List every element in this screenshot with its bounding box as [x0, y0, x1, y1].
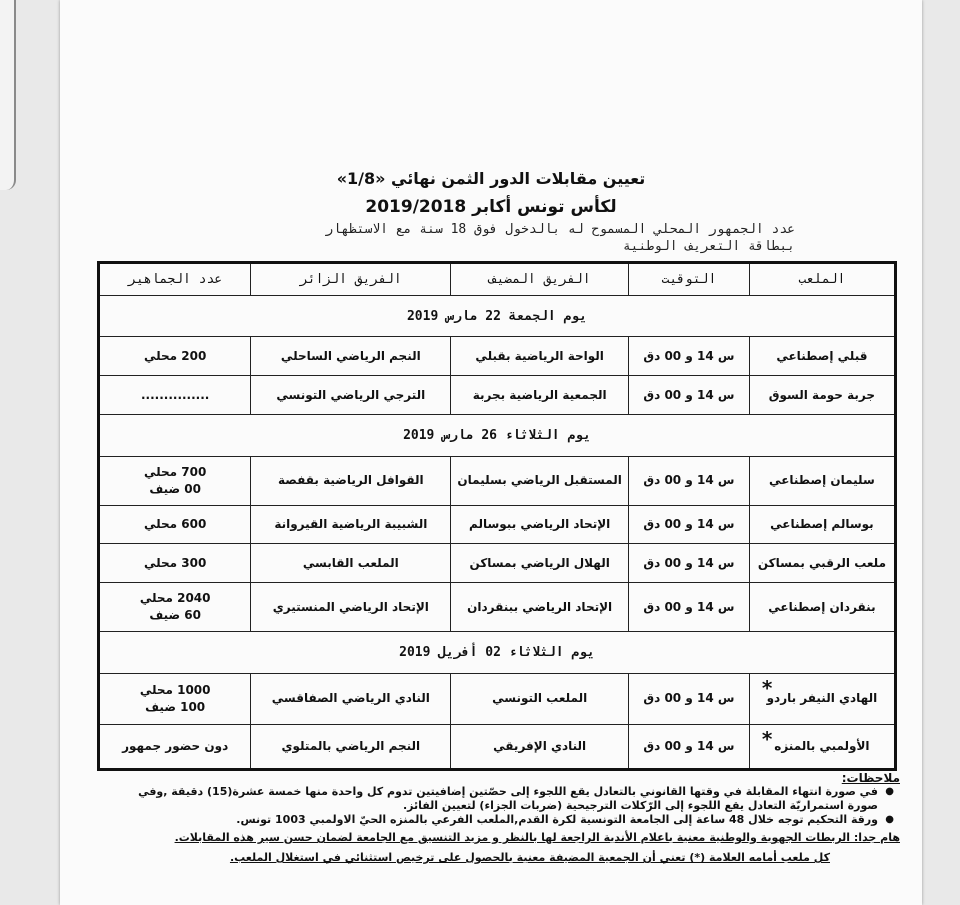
day-label: يوم الجمعة 22 مارس 2019 [99, 295, 896, 337]
day-row [99, 632, 896, 674]
cell-home-team: الإتحاد الرياضي ببنقردان [451, 583, 629, 632]
cell-crowd [99, 544, 251, 583]
cell-time: س 14 و 00 دق [629, 544, 750, 583]
crowd-local: 700 محلي [143, 464, 207, 479]
table-header-row [99, 263, 896, 296]
cell-home-team: الهلال الرياضي بمساكن [451, 544, 629, 583]
audience-note [210, 221, 795, 255]
cell-stadium: بوسالم إصطناعي [749, 505, 895, 544]
day-label: يوم الثلاثاء 02 أفريل 2019 [99, 632, 896, 674]
table-row [99, 583, 896, 632]
crowd-guest: 00 ضيف [149, 481, 201, 496]
notes-heading: ملاحظات: [841, 771, 900, 785]
cell-crowd [99, 337, 251, 376]
cell-time: س 14 و 00 دق [629, 376, 750, 415]
cell-stadium: بنقردان إصطناعي [749, 583, 895, 632]
header-home-team: الفريق المضيف [451, 263, 629, 296]
crowd-local: 1000 محلي [139, 682, 211, 697]
permit-star-mark: * [761, 726, 773, 751]
cell-home-team: الواحة الرياضية بقبلي [451, 337, 629, 376]
table-row [99, 724, 896, 769]
header-time: التوقيت [629, 263, 750, 296]
cell-stadium: قبلي إصطناعي [749, 337, 895, 376]
cell-away-team: الترجي الرياضي التونسي [251, 376, 451, 415]
table-row [99, 376, 896, 415]
stadium-name: الهادي النيفر باردو [766, 691, 878, 706]
crowd-local: ............... [140, 387, 210, 402]
cell-home-team: النادي الإفريقي [451, 724, 629, 769]
cell-time: س 14 و 00 دق [629, 337, 750, 376]
cell-home-team: الملعب التونسي [451, 673, 629, 724]
cell-away-team: الشبيبة الرياضية القيروانة [251, 505, 451, 544]
permit-star-mark: * [761, 675, 773, 700]
cell-time: س 14 و 00 دق [629, 724, 750, 769]
stadium-name: الأولمبي بالمنزه [774, 738, 870, 753]
cell-time: س 14 و 00 دق [629, 583, 750, 632]
cell-crowd [99, 673, 251, 724]
crowd-guest: 60 ضيف [149, 608, 201, 623]
cell-away-team: القوافل الرياضية بقفصة [251, 456, 451, 505]
cell-crowd [99, 505, 251, 544]
crowd-guest: 100 ضيف [145, 699, 206, 714]
crowd-local: 200 محلي [143, 348, 207, 363]
audience-note-line-2: ببطاقة التعريف الوطنية [622, 239, 795, 254]
crowd-local: 2040 محلي [139, 591, 211, 606]
header-away-team: الفريق الزائر [251, 263, 451, 296]
document-title: تعيين مقابلات الدور الثمن نهائي «1/8» [336, 169, 646, 188]
star-note: كل ملعب أمامه العلامة (*) تعني أن الجمعية المضيفة معنية بالحصول على ترخيص استثنائي في استغلال الملعب. [229, 851, 830, 864]
important-note: هام جدا: الربطات الجهوية والوطنية معنية باعلام الأندية الراجعة لها بالنظر و مزيد التنسيق مع الجامعة لضمان حسن سير هذه المقابلات. [174, 831, 900, 844]
cell-stadium [749, 673, 895, 724]
match-schedule-table [97, 261, 897, 771]
cell-away-team: النجم الرياضي بالمتلوي [251, 724, 451, 769]
crowd-local: 300 محلي [143, 555, 207, 570]
table-row [99, 505, 896, 544]
cell-crowd [99, 724, 251, 769]
background-window-edge [0, 0, 16, 190]
day-row [99, 295, 896, 337]
cell-away-team: الملعب القابسي [251, 544, 451, 583]
cell-stadium: جربة حومة السوق [749, 376, 895, 415]
header-crowd: عدد الجماهير [99, 263, 251, 296]
cell-away-team: النجم الرياضي الساحلي [251, 337, 451, 376]
day-label: يوم الثلاثاء 26 مارس 2019 [99, 414, 896, 456]
cell-stadium: ملعب الرقبي بمساكن [749, 544, 895, 583]
crowd-local: دون حضور جمهور [122, 738, 229, 753]
document-subtitle: لكأس تونس أكابر 2019/2018 [365, 197, 617, 217]
note-item-referee-sheet: ● ورقة التحكيم توجه خلال 48 ساعة إلى الجامعة التونسية لكرة القدم,الملعب الفرعي بالمنزه الحيّ الاولمبي 1003 تونس. [130, 813, 878, 827]
note-item-extra-time: ● في صورة انتهاء المقابلة في وقتها القانوني بالتعادل يقع اللجوء إلى حصّتين إضافيتين تدوم كل واحدة منها خمسة عشرة(15) دقيقة ,وفي صورة استمراريّة التعادل يقع اللجوء إلى الرّكلات الترجيحية (ضربات الجزاء) لتعيين الفائز. [130, 785, 878, 813]
cell-home-team: المستقبل الرياضي بسليمان [451, 456, 629, 505]
crowd-local: 600 محلي [143, 517, 207, 532]
cell-stadium: سليمان إصطناعي [749, 456, 895, 505]
cell-away-team: الإتحاد الرياضي المنستيري [251, 583, 451, 632]
cell-home-team: الإتحاد الرياضي ببوسالم [451, 505, 629, 544]
table-row [99, 544, 896, 583]
cell-time: س 14 و 00 دق [629, 505, 750, 544]
cell-crowd [99, 376, 251, 415]
cell-home-team: الجمعية الرياضية بجربة [451, 376, 629, 415]
cell-crowd [99, 456, 251, 505]
table-row [99, 337, 896, 376]
cell-time: س 14 و 00 دق [629, 456, 750, 505]
notes-section [130, 771, 900, 865]
cell-time: س 14 و 00 دق [629, 673, 750, 724]
table-row [99, 456, 896, 505]
header-stadium: الملعب [749, 263, 895, 296]
table-row [99, 673, 896, 724]
cell-away-team: النادي الرياضي الصفاقسي [251, 673, 451, 724]
document-page [60, 0, 922, 905]
cell-crowd [99, 583, 251, 632]
audience-note-line-1: عدد الجمهور المحلي المسموح له بالدخول فوق 18 سنة مع الاستظهار [325, 222, 795, 237]
cell-stadium [749, 724, 895, 769]
day-row [99, 414, 896, 456]
